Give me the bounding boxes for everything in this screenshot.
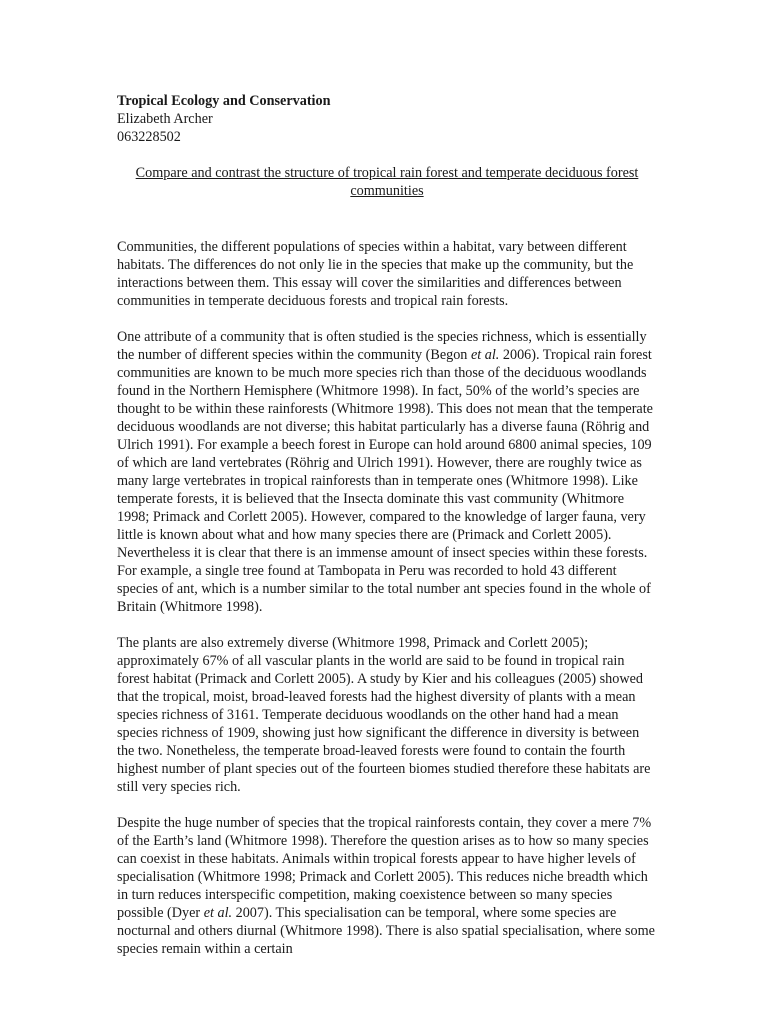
essay-title: Compare and contrast the structure of tropical rain forest and temperate deciduous forest communities xyxy=(135,165,639,199)
course-title: Tropical Ecology and Conservation xyxy=(117,93,331,109)
paragraph-4: Despite the huge number of species that the tropical rainforests contain, they cover a mere 7% of the Earth’s land (Whitmore 1998). Therefore the question arises as to how so many species can coexist in these habitats. Animals within tropical forests appear to have higher levels of specialisation (Whitmore 1998; Primack and Corlett 2005). This reduces niche breadth which in turn reduces interspecific competition, making coexistence between so many species possible (Dyer et al. 2007). This specialisation can be temporal, where some species are nocturnal and others diurnal (Whitmore 1998). There is also spatial specialisation, where some species remain within a certain xyxy=(117,815,655,957)
document-header xyxy=(117,92,657,146)
essay-body xyxy=(117,238,657,958)
paragraph-1: Communities, the different populations of species within a habitat, vary between different habitats. The differences do not only lie in the species that make up the community, but the interactions between them. This essay will cover the similarities and differences between communities in temperate deciduous forests and tropical rain forests. xyxy=(117,239,634,309)
paragraph-3: The plants are also extremely diverse (Whitmore 1998, Primack and Corlett 2005); approximately 67% of all vascular plants in the world are said to be found in tropical rain forest habitat (Primack and Corlett 2005). A study by Kier and his colleagues (2005) showed that the tropical, moist, broad-leaved forests had the highest diversity of plants with a mean species richness of 3161. Temperate deciduous woodlands on the other hand had a mean species richness of 1909, showing just how significant the difference in diversity is between the two. Nonetheless, the temperate broad-leaved forests were found to contain the fourth highest number of plant species out of the fourteen biomes studied therefore these habitats are still very species rich. xyxy=(117,635,651,795)
document-page xyxy=(117,92,657,958)
author-name: Elizabeth Archer xyxy=(117,111,213,127)
paragraph-2: One attribute of a community that is often studied is the species richness, which is essentially the number of different species within the community (Begon et al. 2006). Tropical rain forest communities are known to be much more species rich than those of the deciduous woodlands found in the Northern Hemisphere (Whitmore 1998). In fact, 50% of the world’s species are thought to be within these rainforests (Whitmore 1998). This does not mean that the temperate deciduous woodlands are not diverse; this habitat particularly has a diverse fauna (Röhrig and Ulrich 1991). For example a beech forest in Europe can hold around 6800 animal species, 109 of which are land vertebrates (Röhrig and Ulrich 1991). However, there are roughly twice as many large vertebrates in tropical rainforests than in temperate ones (Whitmore 1998). Like temperate forests, it is believed that the Insecta dominate this vast community (Whitmore 1998; Primack and Corlett 2005). However, compared to the knowledge of larger fauna, very little is known about what and how many species there are (Primack and Corlett 2005). Nevertheless it is clear that there is an immense amount of insect species within these forests. For example, a single tree found at Tambopata in Peru was recorded to hold 43 different species of ant, which is a number similar to the total number ant species found in the whole of Britain (Whitmore 1998). xyxy=(117,329,653,615)
student-id: 063228502 xyxy=(117,129,181,145)
